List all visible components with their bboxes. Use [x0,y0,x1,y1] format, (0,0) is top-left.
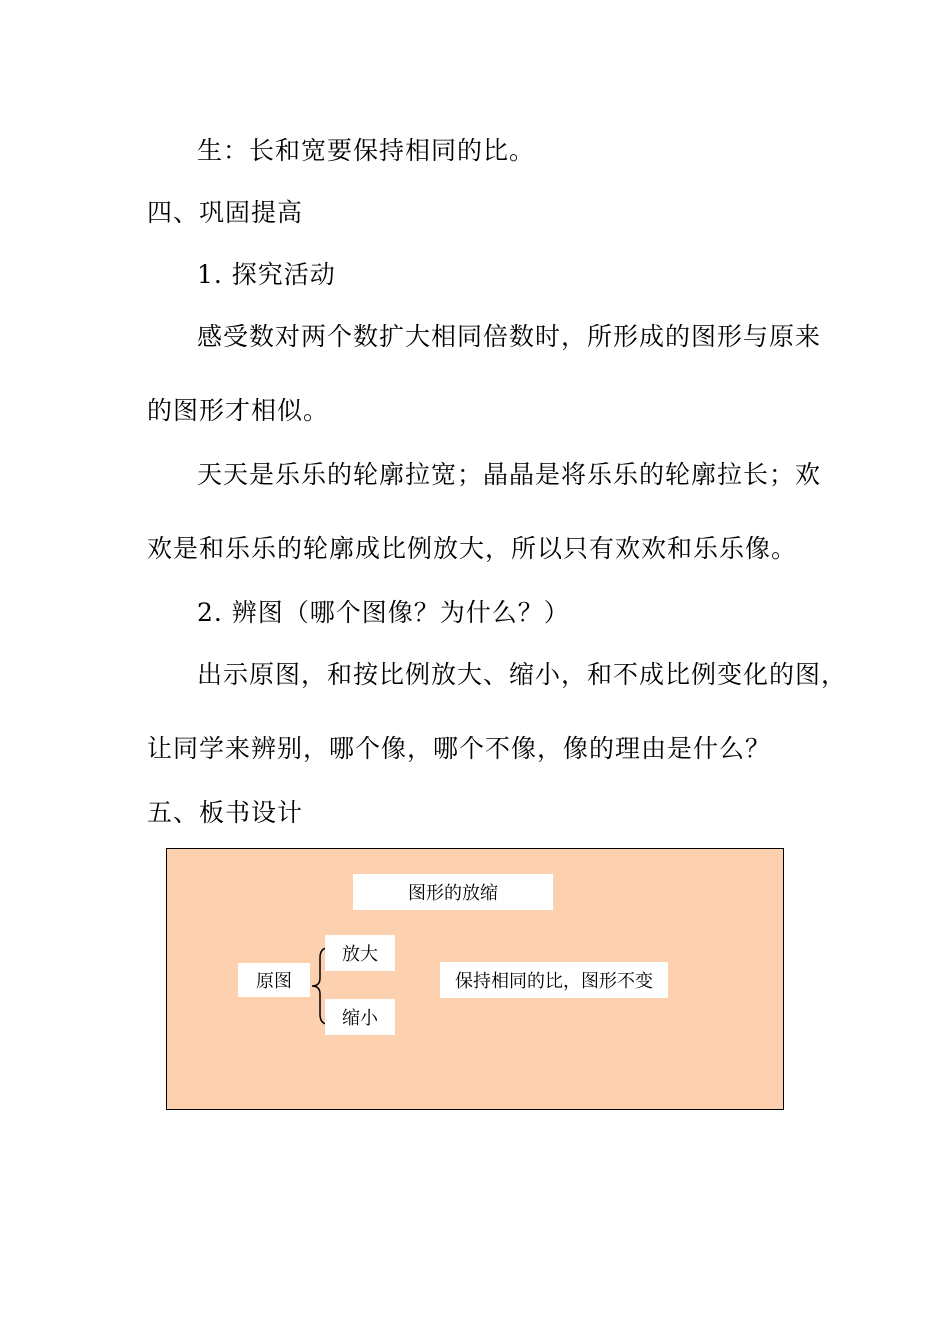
paragraph-line: 的图形才相似。 [147,396,330,425]
board-title: 图形的放缩 [353,874,553,910]
paragraph-line: 感受数对两个数扩大相同倍数时，所形成的图形与原来 [197,322,822,351]
subheading-identify: 2. 辨图（哪个图像？为什么？） [197,598,570,627]
paragraph-line: 让同学来辨别，哪个像，哪个不像，像的理由是什么？ [147,734,772,763]
dialog-line: 生：长和宽要保持相同的比。 [197,136,536,165]
subheading-explore: 1. 探究活动 [197,260,336,289]
board-enlarge-label: 放大 [325,935,395,971]
paragraph-line: 欢是和乐乐的轮廓成比例放大，所以只有欢欢和乐乐像。 [147,534,798,563]
section-heading-board: 五、板书设计 [147,798,304,827]
paragraph-line: 出示原图，和按比例放大、缩小，和不成比例变化的图， [197,660,848,689]
board-original-label: 原图 [238,963,310,997]
board-conclusion-label: 保持相同的比，图形不变 [440,962,668,998]
paragraph-line: 天天是乐乐的轮廓拉宽；晶晶是将乐乐的轮廓拉长；欢 [197,460,822,489]
board-shrink-label: 缩小 [325,999,395,1035]
section-heading-consolidate: 四、巩固提高 [147,198,304,227]
